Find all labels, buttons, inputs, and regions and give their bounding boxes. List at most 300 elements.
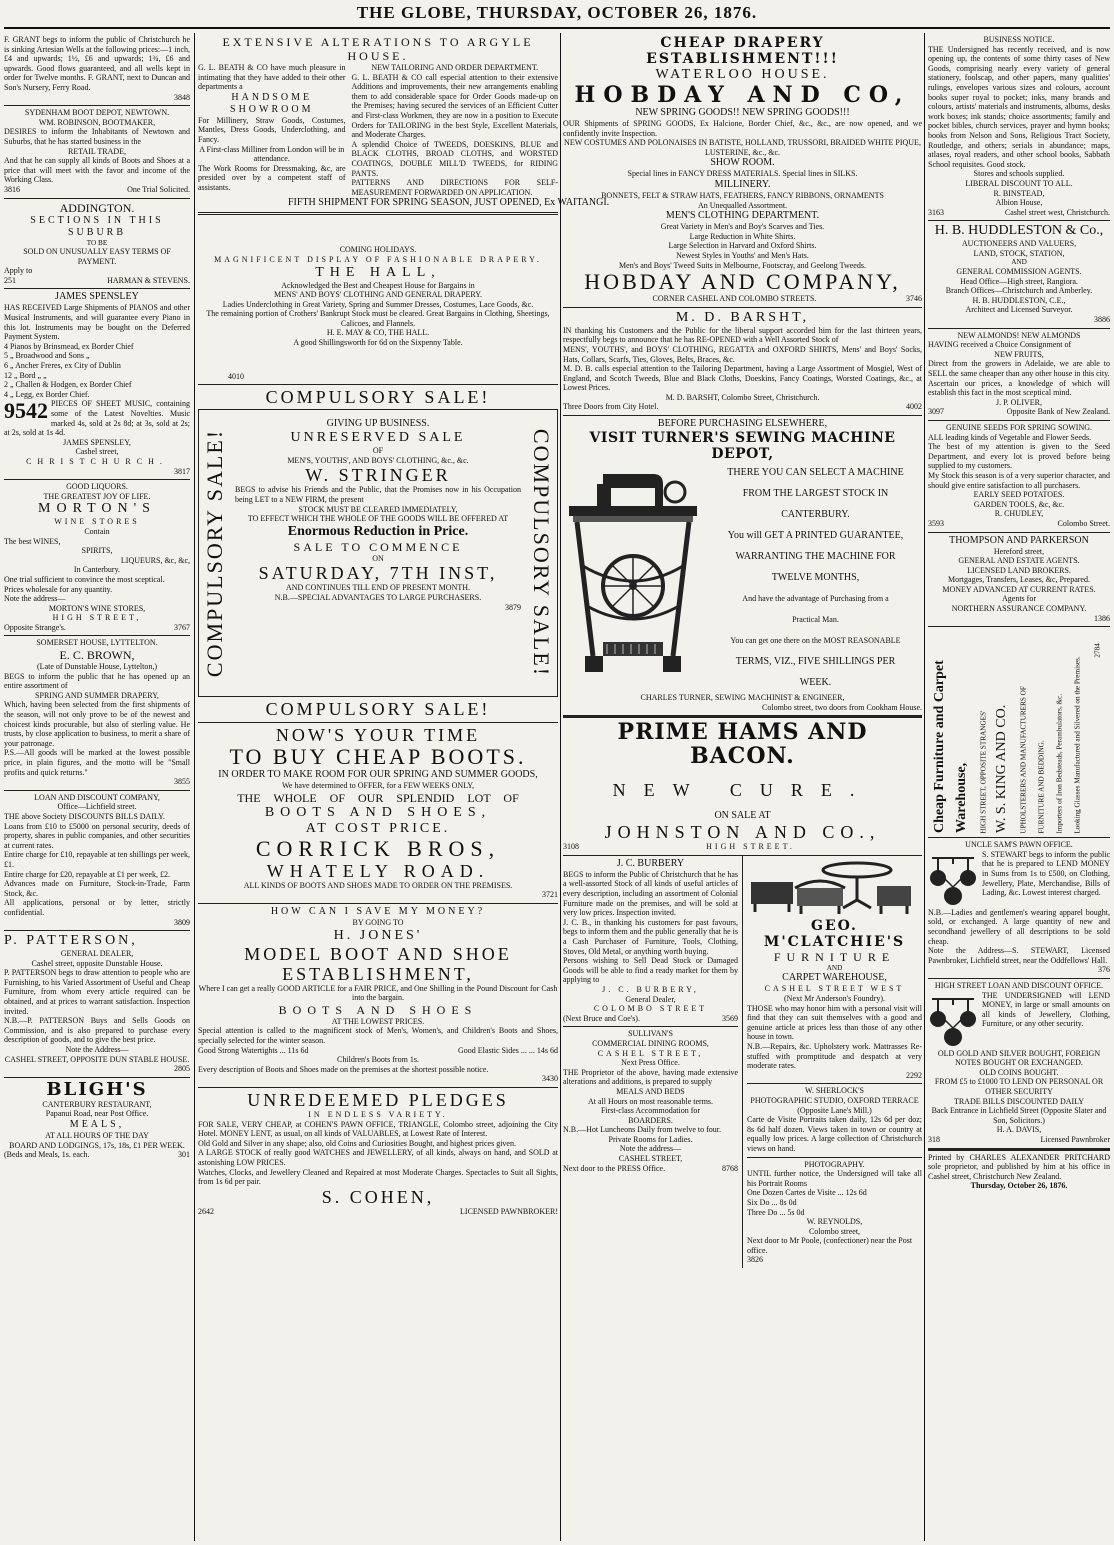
ad-text: Note the address— [619,1144,682,1154]
ad-text: GENERAL COMMISSION AGENTS. [956,267,1082,277]
ad-text: (Next Bruce and Coe's). [563,1013,640,1023]
ad-text: STOCK MUST BE CLEARED IMMEDIATELY, [298,504,458,514]
ad-text: TRADE BILLS DISCOUNTED DAILY [953,1096,1085,1106]
ad-text: THE WHOLE OF OUR SPLENDID LOT OF [237,790,519,805]
ad-text: One trial sufficient to convince the most sceptical. [4,574,165,584]
ad-reynolds [747,1158,922,1269]
ad-text: TO BE [86,238,108,247]
ad-hobday [563,33,922,308]
ad-name: THOMPSON AND PARKERSON [949,534,1089,546]
ad-item: In Canterbury. [73,565,121,575]
ad-text: HAS RECEIVED Large Shipments of PIANOS and other Musical Instruments, and will guarantee every Piano in this lot. Instruments may be bought on the Deferred Payment System. [4,303,190,342]
imprint [928,1149,1110,1194]
ad-text: Advances made on Furniture, Stock-in-Trade, Farm Stock, &c. [4,879,190,898]
ad-text: (Opposite Lane's Mill.) [797,1105,872,1115]
ad-text: P. PATTERSON begs to draw attention to people who are Furnishing, to his Varied Assortment of Useful and Cheap Furniture, from whom every article required can be obtained, and at prices to warrant satisfaction. Inspection invited. [4,968,190,1016]
ad-loan [4,791,190,931]
ad-heading: BEFORE PURCHASING ELSEWHERE, [657,418,828,430]
ad-number: 3108 [563,842,579,852]
price-line: Six Do ... 8s 0d [747,1197,797,1207]
ad-name: WM. ROBINSON, BOOTMAKER, [38,117,156,127]
ad-text: LICENSED LAND BROKERS. [967,565,1071,575]
side-banner-text: COMPULSORY SALE! [528,429,554,678]
ad-text: AND [826,963,843,972]
ad-text: CORNER CASHEL AND COLOMBO STREETS. [652,294,817,304]
ad-text: Where I can get a really GOOD ARTICLE for a FAIR PRICE, and One Shilling in the Pound Discount for Cash into the bargain. [198,983,558,1003]
ad-text: Opposite Bank of New Zealand. [1006,407,1110,417]
ad-text: SALE TO COMMENCE [293,539,463,554]
ad-text: A good Shillingsworth for 6d on the Sixpenny Table. [293,338,463,348]
masthead: THE GLOBE, THURSDAY, OCTOBER 26, 1876. [356,3,758,22]
ad-text: ON SALE AT [714,810,771,822]
ad-text: CHARLES TURNER, SEWING MACHINIST & ENGINEER, [640,693,845,703]
ad-text: CANTERBURY. [781,509,850,521]
ad-text: NEW COSTUMES AND POLONAISES IN BATISTE, HOLLAND, TRUSSORI, BRAIDED WHITE PIQUE, LUSTERINE, &c., &c. [564,138,921,157]
ad-text: GIVING UP BUSINESS. [326,418,430,430]
ad-text: ALL leading kinds of Vegetable and Flower Seeds. [928,432,1092,442]
ad-text: AT ALL HOURS OF THE DAY [45,1131,149,1140]
ad-name: CORRICK BROS, [255,835,501,861]
ad-text: Cashel street west, Christchurch. [1004,207,1110,217]
ad-text: Next door to the PRESS Office. [563,1163,666,1173]
ad-text: NEW SPRING GOODS!! NEW SPRING GOODS!!! [635,107,850,118]
ad-text: N.B.—SPECIAL ADVANTAGES TO LARGE PURCHASERS. [274,593,482,602]
ad-turner [563,416,922,716]
ad-number: 4002 [906,402,922,412]
ad-text: TERMS, VIZ., FIVE SHILLINGS PER [735,656,896,668]
ad-text: GENERAL DEALER, [60,949,134,959]
vertical-text: Cheap Furniture and Carpet [932,660,947,834]
ad-text: You can get one there on the MOST REASONABLE [730,636,901,646]
ad-text: Colombo street, two doors from Cookham House. [762,702,922,712]
ad-bligh [4,1078,190,1163]
ad-name: MORTON'S [38,501,156,517]
ad-text: THOSE who may honor him with a personal visit will find that they can suit themselves with a good and genuine article at prices less than those of any other house in town. [747,1003,922,1042]
ad-text: OLD COINS BOUGHT. [979,1067,1059,1077]
ad-davis [928,979,1110,1149]
ad-stewart [928,838,1110,979]
ad-text: At all Hours on most reasonable terms. [587,1096,714,1106]
ad-heading: NEW TAILORING AND ORDER DEPARTMENT. [371,63,539,72]
ad-text: Branch Offices—Christchurch and Amberley. [945,286,1093,296]
side-banner-left [199,410,231,696]
ad-text: Large Reduction in White Shirts. [689,231,796,241]
ad-number: 3817 [174,466,190,476]
ad-text: Next door to Mr Poole, (confectioner) near the Post office. [747,1236,913,1255]
ad-text: AND CONTINUES TILL END OF PRESENT MONTH. [285,583,471,593]
ad-mclatchie [747,856,922,1085]
ad-text: Special attention is called to the magnificent stock of Men's, Women's, and Children's Boots and Shoes, specially selected for the winter season. [198,1026,558,1045]
ad-number: 4010 [228,371,244,381]
ad-text: CANTERBURY RESTAURANT, [42,1099,152,1109]
ad-sherlock [747,1084,922,1157]
ad-heading: ADDINGTON. [59,200,135,215]
ad-text: FROM £5 to £1000 TO LEND ON PERSONAL OR OTHER SECURITY [934,1077,1104,1096]
ad-number: 8768 [722,1163,738,1173]
ad-text: All applications, personal or by letter, strictly confidential. [4,898,190,917]
ad-text: SPRING AND SUMMER DRAPERY, [35,690,159,700]
vertical-text: Importers of Iron Bedsteads, Perambulators, &c. [1055,693,1064,834]
ad-text: HIGH STREET, [52,613,142,623]
ad-item: SPIRITS, [81,546,113,556]
ad-text: Note the Address—S. STEWART, Licensed Pawnbroker, Lichfield street, near the Oddfellows' Hall. [928,946,1110,965]
ad-text: H. B. HUDDLESTON, C.E., [972,295,1066,305]
ad-text: PIECES OF SHEET MUSIC, containing some of the Latest Novelties. Music marked 4s, sold at 2s 8d; at 3s, sold at 2s; at 2s, sold at 1s 4d. [4,399,190,438]
ad-text: Apply to [4,266,33,276]
ad-name: H. JONES' [333,927,423,943]
ad-number: 3855 [174,777,190,787]
ad-text: Great Variety in Men's and Boy's Scarves and Ties. [660,222,825,232]
lower-split [563,856,922,1268]
ad-text: The Work Rooms for Dressmaking, &c, are presided over by a competent staff of assistants. [198,163,346,192]
ad-text: Note the Address— [65,1045,129,1055]
ad-heading: NEW ALMONDS! NEW ALMONDS [957,330,1081,340]
ad-robinson [4,106,190,198]
ad-text: Head Office—High street, Rangiora. [960,276,1078,286]
ad-text: G. L. BEATH & CO call especial attention to their extensive Additions and improvements, their new arrangements enabling them to add considerable space for Order Goods made-up on the Premises; having secured the services of an Efficient Cutter and First-class Workmen, they are now in a position to Execute Orders for TAILORING in the best Style, Excellent Materials, and Moderate Charges. [351,72,558,140]
ad-heading: COMPULSORY SALE! [265,387,491,408]
column-4 [928,33,1110,1541]
ad-text: P.S.—All goods will be marked at the lowest possible price, in plain figures, and the motto will be "Small profits and quick returns." [4,748,190,777]
ad-text: IN ORDER TO MAKE ROOM FOR OUR SPRING AND SUMMER GOODS, [218,769,538,781]
piano-line: 6 „ Ancher Freres, ex City of Dublin [4,361,121,371]
ad-cohen [198,1088,558,1219]
ad-text: Back Entrance in Lichfield Street (Opposite Slater and Son, Solicitors.) [931,1106,1107,1125]
ad-number: 3826 [747,1255,763,1265]
ad-binstead [928,33,1110,221]
ad-heading: UNREDEEMED PLEDGES [247,1089,509,1110]
ad-text: Watches, Clocks, and Jewellery Cleaned and Repaired at most Moderate Charges. Spectacles to Suit all Sights, from 1s 6d per pair. [198,1167,558,1187]
side-banner-right [525,410,557,696]
ad-text: MORTON'S WINE STORES, [48,603,146,613]
column-rule [560,33,561,1541]
ad-heading: JAMES SPENSLEY [55,291,139,303]
ad-text: Office—Lichfield street. [57,802,137,812]
ad-text: Carte de Visite Portraits taken daily, 12s 6d per doz; 8s 6d half dozen. Views taken in town or country at equally low prices. A large collection of Christchurch views on hand. [747,1115,922,1153]
compulsory-box [198,409,558,697]
ad-number: 3809 [174,917,190,927]
price-line: Good Strong Watertights ... 11s 6d [198,1045,309,1055]
ad-text: AT COST PRICE. [305,820,451,836]
ad-heading: SULLIVAN'S [628,1029,673,1039]
ad-heading: SYDENHAM BOOT DEPOT, NEWTOWN. [24,108,170,118]
ad-text: OF [372,446,384,456]
ad-text: MEN'S CLOTHING DEPARTMENT. [665,210,820,222]
ad-text: HIGH STREET. [706,842,795,852]
ad-text: Men's and Boys' Tweed Suits in Melbourne, Footscray, and Geelong Tweeds. [619,260,866,270]
ad-heading: VISIT TURNER'S SEWING MACHINE DEPOT, [589,430,896,463]
ad-agent: HARMAN & STEVENS. [107,275,190,285]
ad-text: FURNITURE [773,949,896,964]
ad-text: Licensed Pawnbroker [1040,1134,1110,1144]
ad-text: GENERAL AND ESTATE AGENTS. [958,556,1080,566]
ad-text: N.B.—P. PATTERSON Buys and Sells Goods on Commission, and is also prepared to purchase every description of goods, and to give the best price. [4,1016,190,1045]
ad-text: CASHEL STREET, [618,1154,683,1164]
ad-text: HANDSOME SHOWROOM [230,91,314,115]
ad-text: MODEL BOOT AND SHOE ESTABLISHMENT, [244,943,512,984]
ad-text: Special lines in FANCY DRESS MATERIALS. Special lines in SILKS. [627,169,858,179]
ad-text: Direct from the growers in Adelaide, we are able to SELL the same cheaper than any other house in this city. [928,359,1110,378]
ad-text: MEALS, [69,1119,125,1130]
ad-text: NEW CURE. [612,780,873,801]
pawn-balls-icon [928,852,978,908]
ad-text: Enormous Reduction in Price. [287,523,469,539]
ad-text: CASHEL STREET, OPPOSITE DUN STABLE HOUSE. [4,1054,190,1064]
ad-heading: HOW CAN I SAVE MY MONEY? [270,906,486,918]
ad-text: AND [1011,258,1027,267]
ad-text: CHRISTCHURCH. [26,456,168,466]
ad-text: PATTERNS AND DIRECTIONS FOR SELF-MEASUREMENT FORWARDED ON APPLICATION. [351,178,558,197]
ad-heading: UNCLE SAM'S PAWN OFFICE. [965,840,1073,850]
ad-text: Albion House, [995,198,1043,208]
ad-sullivan [563,1027,738,1176]
ad-text: MENS', YOUTHS', and BOYS' CLOTHING, REGATTA and OXFORD SHIRTS, Mens' and Boys' Socks, Hats, Collars, Scarfs, Ties, Gloves, Belts, Braces, &c. [563,344,922,364]
ad-heading: GOOD LIQUORS. [66,482,128,492]
ad-text: RETAIL TRADE, [67,146,127,156]
ad-text: Every description of Boots and Shoes made on the premises at the shortest possible notice. [198,1064,489,1074]
ad-name: S. COHEN, [321,1186,435,1207]
ad-text: My Stock this season is of a very superior character, and should give entire satisfaction to all purchasers. [928,470,1110,490]
ad-text: N.B.—Hot Luncheons Daily from twelve to four. [563,1125,721,1135]
ad-text: An Unequalled Assortment. [697,200,788,210]
ad-text: A First-class Milliner from London will be in attendance. [199,144,345,164]
ad-text: Ascertain our prices, a knowledge of which will establish this fact in the most sceptical mind. [928,378,1110,398]
ad-text: We have determined to OFFER, for a FEW WEEKS ONLY, [281,781,475,791]
ad-heading: GENUINE SEEDS FOR SPRING SOWING. [945,422,1092,432]
ad-text: TO EFFECT WHICH THE WHOLE OF THE GOODS WILL BE OFFERED AT [247,514,509,524]
ad-text: MENS' AND BOYS' CLOTHING AND GENERAL DRAPERY. [273,290,482,300]
big-number: 9542 [4,398,48,424]
piano-line: 5 „ Broadwood and Sons „ [4,351,90,361]
ad-jones [198,904,558,1088]
ad-text: Note the address— [4,594,66,604]
ad-heading: W. SHERLOCK'S [805,1086,864,1096]
side-banner-text: COMPULSORY SALE! [202,429,228,678]
ad-text: THE UNDERSIGNED will LEND MONEY, in large or small amounts on all kinds of Jewellery, Clothing, Furniture, or any other security. [982,990,1110,1029]
ad-text: Next Press Office. [621,1058,680,1068]
ad-king-vertical [928,627,1110,838]
ad-text: And have the advantage of Purchasing from a [742,594,889,604]
ad-text: COMMERCIAL DINING ROOMS, [592,1038,709,1048]
ad-text: MILLINERY. [714,178,771,190]
ad-number: 3097 [928,407,944,417]
ad-text: OLD GOLD AND SILVER BOUGHT, FOREIGN NOTES BOUGHT OR EXCHANGED. [937,1048,1101,1068]
vertical-text: Looking Glasses Manufactured and Silvered on the Premises. [1073,655,1082,834]
ad-heading: THE HALL, [315,264,441,280]
ad-text: SATURDAY, 7TH INST, [258,563,498,584]
ad-text: BEGS to inform the public that he has opened up an entire assortment of [4,671,190,691]
price-line: Good Elastic Sides ... ... 14s 6d [458,1045,558,1055]
ad-text: Private Rooms for Ladies. [608,1134,693,1144]
ad-number: 1386 [1094,613,1110,623]
ad-sig: JAMES SPENSLEY, [63,437,131,447]
ad-text: EARLY SEED POTATOES. [973,490,1065,500]
ad-text: Papanui Road, near Post Office. [45,1109,149,1119]
ad-barsht [563,308,922,416]
ad-number: 2292 [906,1070,922,1080]
ad-text: Entire charge for £20, repayable at £1 per week, £2. [4,869,171,879]
ad-text: Hereford street, [993,546,1045,556]
ad-patterson [4,931,190,1078]
imprint-text: Printed by CHARLES ALEXANDER PRITCHARD sole proprietor, and published by him at his office in Cashel street, Christchurch New Zealand. [928,1152,1110,1181]
ad-text: MAGNIFICENT DISPLAY OF FASHIONABLE DRAPERY. [214,254,542,264]
ad-text: IN ENDLESS VARIETY. [308,1109,448,1119]
piano-line: 4 „ Legg, ex Border Chief. [4,389,90,399]
ad-text: UNRESERVED SALE [290,430,466,446]
column-1 [4,33,190,1541]
ad-text: Acknowledged the Best and Cheapest House for Bargains in [281,280,475,290]
ad-brown [4,636,190,790]
ad-name: P. PATTERSON, [4,933,138,949]
ad-text: G. L. BEATH & CO have much pleasure in intimating that they have added to their other departments a [198,63,346,92]
ad-text: Three Doors from City Hotel. [563,402,659,412]
ad-text: HOBDAY AND COMPANY, [584,269,901,295]
ad-text: Colombo street, [808,1226,861,1236]
ad-text: TWELVE MONTHS, [771,572,860,584]
ad-text: IN thanking his Customers and the Public for the liberal support accorded him for the last thirteen years, respectfully begs to announce that he has RE-OPENED with a Well Assorted Stock of [563,325,922,345]
ad-text: For Millinery, Straw Goods, Costumes, Mantles, Dress Goods, Underclothing, and Fancy. [198,115,346,144]
ad-number: 3721 [542,890,558,900]
ad-text: HAVING received a Choice Consignment of [928,340,1072,350]
ad-text: Ladies Underclothing in Great Variety, Spring and Summer Dresses, Costumes, Lace Goods, &c. [222,299,534,309]
ad-text: GARDEN TOOLS, &c, &c. [973,499,1065,509]
ad-number: 3767 [174,622,190,632]
ad-oliver [928,329,1110,421]
ad-heading: SOMERSET HOUSE, LYTTELTON. [36,638,158,648]
ad-heading: CHEAP DRAPERY ESTABLISHMENT!!! [646,35,839,67]
ad-text: Contain [84,526,110,536]
ad-name: M. D. BARSHT, [675,309,810,325]
ad-text: WHATELY ROAD. [266,860,490,881]
ad-heading: COMPULSORY SALE! [265,699,491,720]
ad-morton [4,480,190,636]
ad-text: J. C. BURBERY, [602,984,699,994]
ad-text: R. CHUDLEY, [994,509,1044,519]
ad-text: Cashel street, [75,447,119,457]
ad-text: Old Gold and Silver in any shape; also, old Coins and Curiosities Bought, and highest prices given. [198,1138,516,1148]
ad-text: BOARD AND LODGINGS, 17s, 18s, £1 PER WEEK. [9,1140,185,1150]
ad-text: A LARGE STOCK of really good WATCHES and JEWELLERY, of all kinds, always on hand, and SOLD at astonishing LOW PRICES. [198,1148,558,1167]
ad-number: 3163 [928,207,944,217]
ad-text: BONNETS, FELT & STRAW HATS, FEATHERS, FANCY RIBBONS, ORNAMENTS [601,190,884,200]
ad-heading: THE GREATEST JOY OF LIFE. [43,491,151,501]
ad-number: 3879 [505,602,521,612]
ad-text: ALL KINDS OF BOOTS AND SHOES MADE TO ORDER ON THE PREMISES. [243,880,513,890]
ad-number: 2784 [1093,642,1102,658]
ad-text: SECTIONS IN THIS SUBURB [30,214,164,238]
ad-text: S. STEWART begs to inform the public that he is prepared to LEND MONEY in Sums from 1s to £500, on Clothing, Jewellery, Plate, Merchandise, Bills of Lading, &c. Lowest interest charged. [982,849,1110,898]
ad-spensley [4,289,190,480]
ad-text: AT THE LOWEST PRICES. [331,1016,425,1026]
ad-text: ON [372,553,384,563]
ad-text: One Trial Solicited. [127,184,190,194]
vertical-text: W. S. KING AND CO. [994,705,1009,834]
ad-text: Mortgages, Transfers, Leases, &c, Prepared. [948,575,1090,585]
ad-text: FOR SALE, VERY CHEAP, at COHEN'S PAWN OFFICE, TRIANGLE, Colombo street, adjoining the City Hotel. MONEY LENT, as usual, on all kinds of VALUABLES, at Lowest Rate of Interest. [198,1119,558,1139]
ad-text: DESIRES to inform the Inhabitants of Newtown and Suburbs, that he has started business in the [4,127,190,146]
ad-compulsory-sale [198,385,558,723]
ad-text: Persons wishing to Sell Dead Stock or Damaged Goods will be able to find a ready market for them by applying to [563,956,738,985]
ad-text: Loans from £10 to £5000 on personal security, deeds of property, shares in public companies, and other securities at current rates. [4,821,190,850]
ad-text: Which, having been selected from the first shipments of the season, will not only prove to be of the newest and choicest kinds procurable, but also of sterling value. He trusts, by close application to business, to merit a share of your patronage. [4,700,190,748]
ad-number: 301 [178,1150,190,1160]
ad-text: OUR Shipments of SPRING GOODS, Ex Halcione, Border Chief, &c., &c., are now opened, and we confidently invite Inspection. [563,119,922,138]
ad-text: CASHEL STREET, [597,1048,704,1058]
ad-text: W. REYNOLDS, [806,1217,863,1227]
ad-text: WEEK. [799,677,832,689]
ad-text: And that he can supply all kinds of Boots and Shoes at a price that will meet with the favor and income of the Working Class. [4,156,190,185]
ad-number: 3816 [4,184,20,194]
imprint-date: Thursday, October 26, 1876. [970,1181,1068,1191]
ad-text: F. GRANT begs to inform the public of Christchurch he is sinking Artesian Wells at the following prices:—1 inch, £4 and upwards; 1½, £6 and upwards; 1¾, £6 and upwards. Good flows guaranteed, and all wells kept in order for Twelve months. F. GRANT, next to Duncan and Son's Nursery, Ferry Road. [4,35,190,92]
ad-name: HOBDAY AND CO, [574,82,911,108]
ad-text: MEALS AND BEDS [616,1086,685,1096]
ad-text: SHOW ROOM. [710,157,775,169]
ad-text: M. D. B. calls especial attention to the Tailoring Department, having a Large Assortment of Mosgiel, West of England, and Scotch Tweeds, Blue and Black Cloths, Doeskins, Fancy Coatings, Worsted Coatings, &c., at Lowest Prices. [563,364,922,393]
ad-number: 3593 [928,518,944,528]
ad-text: CASHEL STREET WEST [764,984,905,994]
ad-heading: EXTENSIVE ALTERATIONS TO ARGYLE HOUSE. [222,35,534,63]
ad-text: Architect and Licensed Surveyor. [965,305,1073,315]
ad-heading: PRIME HAMS AND BACON. [617,719,868,770]
ad-text: FROM THE LARGEST STOCK IN [742,488,889,500]
ad-text: WATERLOO HOUSE. [655,67,830,82]
ad-number: 3430 [542,1074,558,1084]
ad-heading: BUSINESS NOTICE. [983,35,1055,44]
ad-chudley [928,421,1110,533]
ad-johnston [563,716,922,856]
ad-name: JOHNSTON AND CO., [604,822,881,843]
ad-text: First-class Accommodation for [600,1106,701,1116]
ad-text: General Dealer, [625,994,676,1004]
ad-grant [4,33,190,106]
ad-item: The best WINES, [4,536,61,546]
ad-text: UNTIL further notice, the Undersigned will take all his Portrait Rooms [747,1169,922,1188]
ad-heading: LOAN AND DISCOUNT COMPANY, [34,792,160,802]
compulsory-content [235,418,521,612]
price-line: Three Do ... 5s 0d [747,1207,805,1217]
ad-the-hall [198,215,558,385]
ad-number: 318 [928,1134,940,1144]
vertical-text: HIGH STREET, OPPOSITE STRANGES' [979,710,988,834]
ad-heading: TO BUY CHEAP BOOTS. [229,744,527,770]
ad-text: Prices wholesale for any quantity. [4,584,113,594]
ad-text: BEGS to inform the Public of Christchurch that he has a well-assorted Stock of all kinds of useful articles of every description, including an assortment of Colonial Furniture made on the premises, and will be sold at very low prices. Inspection invited. [563,869,738,918]
ad-name: J. C. BURBERY [616,857,685,869]
lower-left [563,856,743,1268]
ad-text: NORTHERN ASSURANCE COMPANY. [951,604,1087,614]
ad-text: MEN'S, YOUTHS', AND BOYS' CLOTHING, &c., &c. [287,455,469,465]
ad-name: E. C. BROWN, [59,648,135,663]
ad-text: Opposite Strange's. [4,622,66,632]
ad-text: SOLD ON UNUSUALLY EASY TERMS OF PAYMENT. [23,247,171,266]
price-line: One Dozen Cartes de Visite ... 12s 6d [747,1188,867,1198]
ad-heading: NOW'S YOUR TIME [275,725,481,746]
ad-text: M. D. BARSHT, Colombo Street, Christchurch. [665,392,820,402]
ad-text: H. E. MAY & CO, THE HALL. [326,328,430,338]
column-3 [563,33,922,1541]
ad-name: W. STRINGER [305,465,451,486]
ad-parkerson [928,533,1110,628]
piano-line: 12 „ Bord „ „ [4,370,47,380]
piano-line: 2 „ Challen & Hodgen, ex Border Chief [4,380,132,390]
ad-text: BOOTS AND SHOES [278,1002,478,1017]
piano-line: 4 Pianos by Brinsmead, ex Border Chief [4,341,134,351]
ad-footer: FIFTH SHIPMENT FOR SPRING SEASON, JUST OPENED, Ex WAITANGI. [288,197,610,209]
ad-heading: PHOTOGRAPHY. [804,1159,865,1169]
ad-text: CARPET WAREHOUSE, [782,972,887,984]
ad-text: N.B.—Repairs, &c. Upholstery work. Mattrasses Re-stuffed with promptitude and despatch at very moderate rates. [747,1042,922,1071]
